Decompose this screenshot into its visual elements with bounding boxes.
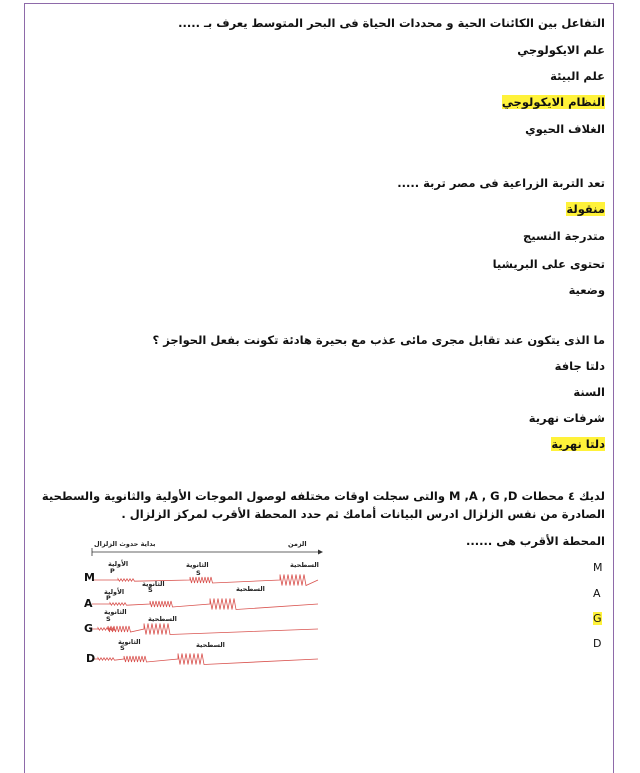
answer-highlight: دلتا نهرية (551, 437, 605, 451)
station-label-a: A (84, 597, 93, 610)
label-g-secondary: الثانوية (104, 608, 127, 616)
answer-highlight: G (593, 612, 602, 625)
label-a-surface: السطحية (236, 585, 265, 593)
label-m-primary: الأولية (108, 560, 129, 568)
trace-d (92, 654, 318, 665)
q3-option-4[interactable] (551, 436, 605, 452)
q2-stem: تعد التربة الزراعية فى مصر تربة ..... (397, 176, 605, 190)
q4-stem-line2: الصادرة من نفس الزلزال ادرس البيانات أمامك ثم حدد المحطة الأقرب لمركز الزلزال . (121, 507, 605, 521)
q1-stem: التفاعل بين الكائنات الحية و محددات الحياة فى البحر المتوسط يعرف بـ ..... (178, 16, 605, 30)
answer-highlight: النظام الايكولوجي (501, 95, 605, 109)
trace-g (92, 624, 318, 635)
label-m-secondary: الثانوية (186, 561, 209, 569)
label-d-surface: السطحية (196, 641, 225, 649)
seismogram-figure (78, 540, 334, 666)
label-m-s: S (196, 569, 201, 577)
q4-option-m[interactable]: M (593, 561, 603, 574)
q4-option-g[interactable] (593, 612, 602, 625)
label-a-s: S (148, 586, 153, 594)
q4-option-d[interactable]: D (593, 637, 602, 650)
label-quake-start: بداية حدوث الزلزال (94, 540, 156, 548)
label-time: الزمن (288, 540, 307, 548)
label-m-surface: السطحية (290, 561, 319, 569)
q3-option-1[interactable]: دلتا جافة (554, 359, 605, 373)
label-m-p: P (110, 567, 115, 575)
time-arrow (318, 550, 323, 555)
label-a-p: P (106, 594, 111, 602)
q1-option-2[interactable]: علم البيئة (550, 69, 605, 83)
label-a-secondary: الثانوية (142, 580, 165, 588)
answer-highlight: منقولة (566, 202, 605, 216)
q4-stem-line1: لديك ٤ محطات M ,A , G ,D والتى سجلت اوقات مختلفه لوصول الموجات الأولية والثانوية والسطحية (41, 489, 605, 503)
q2-option-4[interactable]: وضعية (568, 283, 605, 297)
q3-option-3[interactable]: شرفات نهرية (528, 411, 605, 425)
q1-option-4[interactable]: الغلاف الحيوي (525, 122, 605, 136)
station-label-m: M (84, 571, 95, 584)
trace-m (92, 575, 318, 586)
label-d-s: S (120, 644, 125, 652)
label-d-secondary: الثانوية (118, 638, 141, 646)
q2-option-1[interactable] (566, 201, 605, 217)
q2-option-3[interactable]: تحتوى على البريشيا (492, 257, 605, 271)
q4-option-a[interactable]: A (593, 587, 601, 600)
q1-option-3[interactable] (502, 94, 605, 110)
station-label-g: G (84, 622, 94, 635)
q3-stem: ما الذى يتكون عند تقابل مجرى مائى عذب مع بحيرة هادئة تكونت بفعل الحواجز ؟ (152, 333, 605, 347)
q3-option-2[interactable]: السنة (573, 385, 605, 399)
q1-option-1[interactable]: علم الايكولوجي (517, 43, 605, 57)
q4-question: المحطة الأقرب هى ...... (465, 534, 605, 548)
station-label-d: D (86, 652, 96, 665)
label-a-primary: الأولية (104, 588, 125, 596)
label-g-surface: السطحية (148, 615, 177, 623)
label-g-s: S (106, 615, 111, 623)
q2-option-2[interactable]: متدرجة النسيج (523, 229, 605, 243)
